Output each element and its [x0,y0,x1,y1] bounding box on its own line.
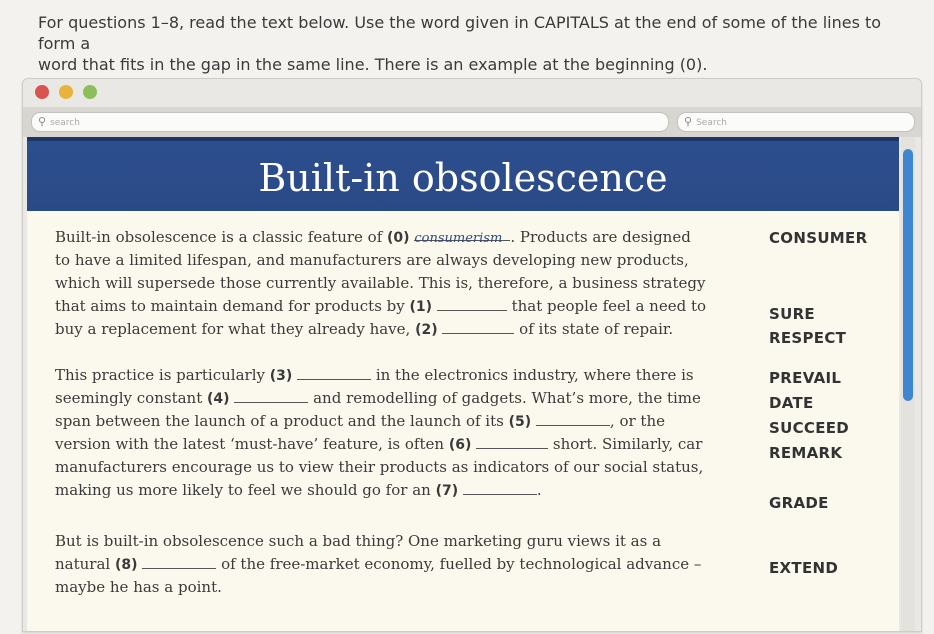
question-number-1: (1) [409,299,433,315]
gap-4[interactable] [234,388,308,403]
question-number-8: (8) [114,557,138,573]
text-line [55,364,694,387]
gap-6[interactable] [476,434,548,449]
text-line [55,410,665,433]
text-segment: . [536,481,542,499]
gap-3[interactable] [297,365,371,380]
text-line [55,226,691,249]
page-banner [27,137,899,215]
keyword-5: SUCCEED [769,419,850,437]
keyword-6: REMARK [769,444,843,462]
gap-1[interactable] [437,296,507,311]
text-line [55,295,706,318]
maximize-window-icon[interactable] [83,85,97,99]
question-number-2: (2) [415,322,438,338]
keyword-1: SURE [769,305,815,323]
instructions-line-2: word that fits in the gap in the same line. There is an example at the beginning (0). [38,55,708,74]
instructions-line-1: For questions 1–8, read the text below. Use the word given in CAPITALS at the end of some of the lines to form a [38,13,882,53]
question-number-3: (3) [269,368,293,384]
example-answer: consumerism [414,231,503,246]
text-line [55,387,701,410]
gap-8[interactable] [142,554,216,569]
question-number-0: (0) [387,230,410,246]
text-segment: buy a replacement for what they already have, [55,320,416,338]
address-bar-placeholder: search [50,118,80,128]
address-bar[interactable] [31,112,669,132]
text-segment: short. Similarly, car [548,435,703,453]
keyword-0: CONSUMER [769,229,868,247]
keyword-8: EXTEND [769,559,839,577]
text-segment: in the electronics industry, where there is [371,366,694,384]
text-segment: , or the [609,412,665,430]
gap-0[interactable] [414,226,510,246]
gap-5[interactable] [536,411,610,426]
text-line: But is built-in obsolescence such a bad thing? One marketing guru views it as a [55,532,662,550]
gap-7[interactable] [463,480,537,495]
close-window-icon[interactable] [35,85,49,99]
text-segment: of its state of repair. [514,320,674,338]
search-icon: ⚲ [684,115,693,128]
text-segment: natural [55,555,115,573]
scrollbar-thumb[interactable] [903,149,913,401]
text-segment: of the free-market economy, fuelled by technological advance – [216,555,702,573]
keyword-2: RESPECT [769,329,847,347]
question-number-6: (6) [448,437,472,453]
text-line [55,318,673,341]
text-segment: span between the launch of a product and the launch of its [55,412,509,430]
text-line [55,553,701,576]
text-line [55,433,702,456]
search-placeholder: Search [696,118,727,128]
text-line: which will supersede those currently available. This is, therefore, a business strategy [55,274,706,292]
search-icon: ⚲ [38,115,47,128]
keyword-3: PREVAIL [769,369,842,387]
keyword-4: DATE [769,394,814,412]
text-segment: and remodelling of gadgets. What’s more, the time [308,389,701,407]
text-segment: that aims to maintain demand for products by [55,297,410,315]
question-number-4: (4) [207,391,230,407]
text-segment: Built-in obsolescence is a classic feature of [55,228,388,246]
text-line: maybe he has a point. [55,578,222,596]
text-segment: . Products are designed [510,228,691,246]
text-segment: version with the latest ‘must-have’ feature, is often [55,435,449,453]
search-input[interactable] [677,112,915,132]
question-number-5: (5) [508,414,532,430]
question-number-7: (7) [435,483,459,499]
text-line: to have a limited lifespan, and manufacturers are always developing new products, [55,251,689,269]
keyword-7: GRADE [769,494,829,512]
browser-toolbar [23,107,921,137]
text-line: manufacturers encourage us to view their products as indicators of our social status, [55,458,704,476]
text-line [55,479,542,502]
text-segment: making us more likely to feel we should go for an [55,481,436,499]
instructions [38,12,908,75]
text-segment: seemingly constant [55,389,207,407]
text-segment: This practice is particularly [55,366,270,384]
minimize-window-icon[interactable] [59,85,73,99]
page-title: Built-in obsolescence [258,156,668,200]
gap-2[interactable] [442,319,514,334]
article-body [27,211,899,631]
browser-window [22,78,922,632]
text-segment: that people feel a need to [506,297,707,315]
